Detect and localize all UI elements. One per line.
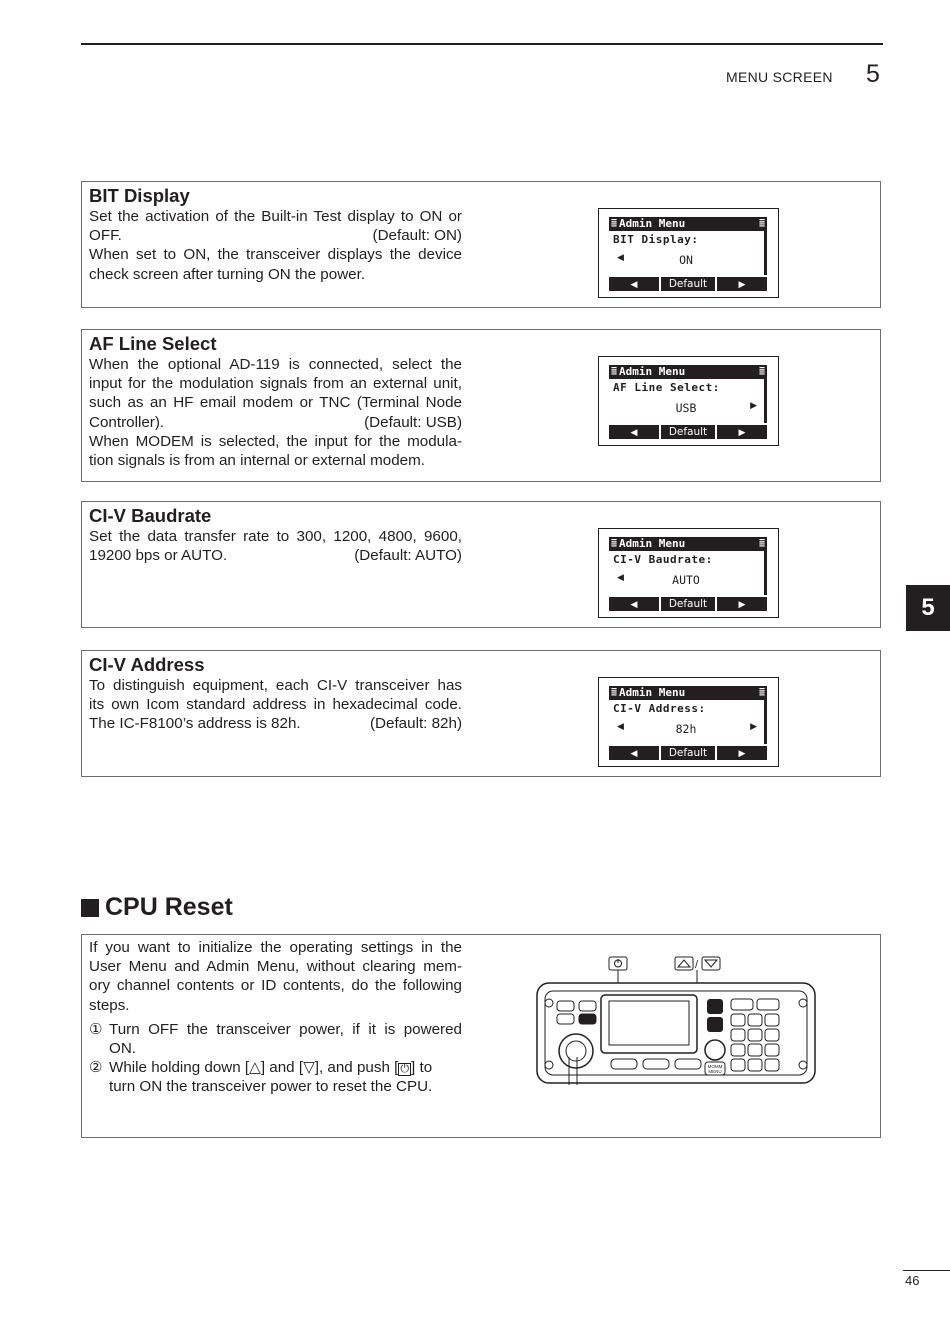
down-key-icon: ▽ [303, 1059, 315, 1077]
softkey-default[interactable]: Default [661, 425, 715, 439]
lcd-item-name: AF Line Select: [613, 381, 720, 394]
item-description: To distinguish equipment, each CI-V transceiver has its own Icom standard address in hexadecimal code. The IC-F8100’s address is 82h. (Default: 82h) [89, 677, 462, 733]
menu-icon: ≣ [611, 538, 618, 549]
item-description: When the optional AD-119 is connected, select the input for the modulation signals from an external unit, such as an HF email modem or TNC (Terminal Node Controller). (Default: USB) When MODEM is selected, the input for the modula- tion signals is from an internal or external modem. [89, 356, 462, 470]
item-description: Set the data transfer rate to 300, 1200, 4800, 9600, 19200 bps or AUTO. (Default: AUTO) [89, 528, 462, 565]
left-arrow-icon: ◀ [617, 572, 624, 582]
right-arrow-icon: ▶ [750, 400, 757, 410]
softkey-default[interactable]: Default [661, 597, 715, 611]
lcd-softkeys [609, 425, 767, 439]
lcd-value: AUTO [672, 573, 700, 587]
civ-address-box [81, 650, 881, 777]
menu-icon: ≣ [611, 687, 618, 698]
af-line-select-box [81, 329, 881, 482]
transceiver-panel-diagram [527, 947, 827, 1097]
softkey-left[interactable] [609, 597, 659, 611]
scroll-icon: ≣ [758, 218, 765, 229]
lcd-value: ON [679, 253, 693, 267]
panel-button [557, 1014, 574, 1024]
lcd-scrollbar [764, 551, 767, 595]
lcd-screen [598, 677, 779, 767]
panel-button [675, 1059, 701, 1069]
lcd-item-name: BIT Display: [613, 233, 699, 246]
step-1: ① Turn OFF the transceiver power, if it is powered ON. [89, 1020, 462, 1058]
panel-button [757, 999, 779, 1010]
left-arrow-icon: ◀ [630, 598, 638, 609]
power-key-callout [609, 957, 627, 970]
left-arrow-icon: ◀ [630, 747, 638, 758]
up-key-icon: △ [249, 1059, 261, 1077]
section-label: MENU SCREEN [726, 69, 833, 85]
right-arrow-icon: ▶ [738, 426, 746, 437]
lcd-scrollbar [764, 700, 767, 744]
right-arrow-icon: ▶ [738, 278, 746, 289]
softkey-left[interactable] [609, 425, 659, 439]
item-description: Set the activation of the Built-in Test display to ON or OFF. (Default: ON) When set to ON, the transceiver displays the device check screen after turning ON the power. [89, 208, 462, 283]
item-title: AF Line Select [89, 333, 217, 354]
left-arrow-icon: ◀ [630, 426, 638, 437]
lcd-softkeys [609, 597, 767, 611]
lcd-softkeys [609, 746, 767, 760]
lcd-item-name: CI-V Address: [613, 702, 706, 715]
lcd-value: 82h [675, 722, 697, 736]
hook-button [705, 1040, 725, 1060]
lcd-screen [598, 356, 779, 446]
item-title: BIT Display [89, 185, 190, 206]
softkey-right[interactable] [717, 746, 767, 760]
civ-baudrate-box [81, 501, 881, 628]
down-button-highlight [707, 1017, 723, 1032]
lcd-softkeys [609, 277, 767, 291]
panel-display [601, 995, 697, 1053]
chapter-side-tab[interactable]: 5 [906, 585, 950, 631]
lcd-scrollbar [764, 231, 767, 275]
scroll-icon: ≣ [758, 687, 765, 698]
lcd-title-bar: ≣ Admin Menu ≣ [611, 686, 765, 699]
softkey-right[interactable] [717, 597, 767, 611]
panel-button [557, 1001, 574, 1011]
footer-rule [903, 1270, 950, 1271]
left-arrow-icon: ◀ [617, 721, 624, 731]
cpu-reset-box [81, 934, 881, 1138]
svg-text:MENU: MENU [708, 1069, 722, 1074]
square-bullet-icon [81, 899, 99, 917]
right-arrow-icon: ▶ [750, 721, 757, 731]
lcd-screen [598, 208, 779, 298]
item-title: CI-V Address [89, 654, 205, 675]
lcd-title-bar: ≣ Admin Menu ≣ [611, 217, 765, 230]
bit-display-box [81, 181, 881, 308]
svg-text:MOMM: MOMM [707, 1064, 723, 1069]
softkey-left[interactable] [609, 277, 659, 291]
menu-icon: ≣ [611, 366, 618, 377]
softkey-left[interactable] [609, 746, 659, 760]
header-rule [81, 43, 883, 45]
scroll-icon: ≣ [758, 538, 765, 549]
panel-button [731, 999, 753, 1010]
lcd-scrollbar [764, 379, 767, 423]
power-button-highlight [579, 1014, 596, 1024]
scroll-icon: ≣ [758, 366, 765, 377]
lcd-screen [598, 528, 779, 618]
key-separator: / [695, 959, 699, 971]
up-button-highlight [707, 999, 723, 1014]
panel-button [579, 1001, 596, 1011]
down-key-callout [702, 957, 720, 970]
lcd-title-bar: ≣ Admin Menu ≣ [611, 365, 765, 378]
step-2: ② While holding down [△] and [▽], and push [ ⏻ ] to turn ON the transceiver power to reset the CPU. [89, 1059, 433, 1096]
page-number: 46 [905, 1273, 920, 1288]
lcd-item-name: CI-V Baudrate: [613, 553, 713, 566]
lcd-value: USB [675, 401, 697, 415]
left-arrow-icon: ◀ [617, 252, 624, 262]
left-arrow-icon: ◀ [630, 278, 638, 289]
panel-button [611, 1059, 637, 1069]
softkey-default[interactable]: Default [661, 277, 715, 291]
softkey-right[interactable] [717, 277, 767, 291]
softkey-right[interactable] [717, 425, 767, 439]
item-title: CI-V Baudrate [89, 505, 212, 526]
softkey-default[interactable]: Default [661, 746, 715, 760]
right-arrow-icon: ▶ [738, 598, 746, 609]
lcd-title-bar: ≣ Admin Menu ≣ [611, 537, 765, 550]
right-arrow-icon: ▶ [738, 747, 746, 758]
menu-icon: ≣ [611, 218, 618, 229]
up-key-callout [675, 957, 693, 970]
cpu-reset-instructions: If you want to initialize the operating settings in the User Menu and Admin Menu, without clearing mem- ory channel contents or ID contents, do the following steps. ① Turn OFF the transceiver power, if it is powered ON. ② While holding down [△] and [▽], and push [ ⏻ ] to turn ON the transceiver power to reset the CPU. [89, 939, 462, 1096]
joystick [559, 1034, 593, 1068]
power-key-icon: ⏻ [400, 1063, 410, 1076]
cpu-reset-heading: CPU Reset [81, 893, 233, 922]
chapter-number: 5 [866, 60, 880, 88]
panel-button [643, 1059, 669, 1069]
